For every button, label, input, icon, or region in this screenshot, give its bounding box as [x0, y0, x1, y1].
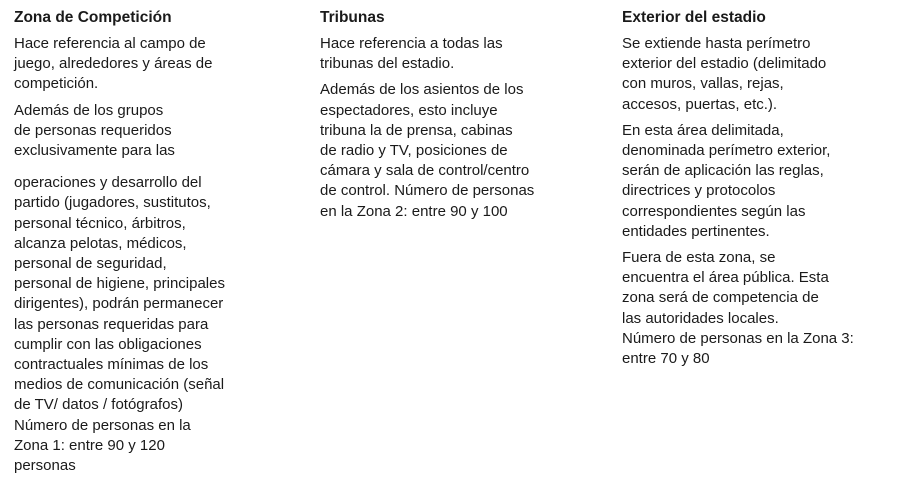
- paragraph: [14, 34, 274, 95]
- text-line: serán de aplicación las reglas,: [622, 162, 824, 180]
- text-line: competición.: [14, 75, 99, 93]
- text-line: operaciones y desarrollo del: [14, 174, 202, 192]
- text-line: zona será de competencia de: [622, 289, 819, 307]
- paragraph: [320, 34, 580, 74]
- text-line: exterior del estadio (delimitado: [622, 55, 827, 73]
- text-line: de radio y TV, posiciones de: [320, 142, 508, 160]
- text-line: dirigentes), podrán permanecer: [14, 295, 224, 313]
- text-line: medios de comunicación (señal: [14, 376, 225, 394]
- text-line: Hace referencia a todas las: [320, 35, 503, 52]
- paragraph: [14, 101, 274, 162]
- text-line: partido (jugadores, sustitutos,: [14, 194, 211, 212]
- text-line: cumplir con las obligaciones: [14, 335, 202, 353]
- text-line: con muros, vallas, rejas,: [622, 75, 784, 93]
- text-line: Fuera de esta zona, se: [622, 249, 776, 267]
- paragraph: [622, 34, 904, 115]
- text-line: Número de personas en la Zona 3:: [622, 329, 854, 347]
- text-line: directrices y protocolos: [622, 182, 776, 200]
- text-line: en la Zona 2: entre 90 y 100: [320, 202, 508, 220]
- text-line: denominada perímetro exterior,: [622, 142, 831, 160]
- text-line: En esta área delimitada,: [622, 121, 784, 139]
- text-line: personal de higiene, principales: [14, 275, 225, 293]
- text-line: juego, alrededores y áreas de: [14, 55, 213, 73]
- text-line: Además de los grupos: [14, 101, 164, 119]
- paragraph: [14, 173, 274, 476]
- text-line: Zona 1: entre 90 y 120: [14, 436, 165, 454]
- text-line: alcanza pelotas, médicos,: [14, 234, 187, 252]
- text-line: Además de los asientos de los: [320, 81, 524, 99]
- text-line: de TV/ datos / fotógrafos): [14, 396, 183, 414]
- text-line: espectadores, esto incluye: [320, 101, 498, 119]
- text-line: personas: [14, 457, 76, 475]
- column-zona-competicion: [14, 8, 274, 482]
- text-line: de personas requeridos: [14, 121, 172, 139]
- text-line: encuentra el área pública. Esta: [622, 269, 829, 287]
- column-exterior-estadio: [622, 8, 904, 375]
- text-line: tribuna la de prensa, cabinas: [320, 121, 513, 139]
- paragraph: [320, 80, 580, 221]
- text-line: Número de personas en la: [14, 416, 191, 434]
- text-line: personal técnico, árbitros,: [14, 214, 186, 232]
- text-line: Hace referencia al campo de: [14, 35, 206, 52]
- paragraph: [622, 121, 904, 242]
- column-heading: Tribunas: [320, 9, 385, 26]
- text-line: cámara y sala de control/centro: [320, 162, 530, 180]
- text-line: las autoridades locales.: [622, 309, 779, 327]
- column-tribunas: [320, 8, 580, 228]
- text-line: entre 70 y 80: [622, 350, 710, 368]
- paragraph: [622, 248, 904, 369]
- text-line: exclusivamente para las: [14, 142, 175, 160]
- text-line: correspondientes según las: [622, 202, 806, 220]
- text-line: contractuales mínimas de los: [14, 356, 209, 374]
- text-line: de control. Número de personas: [320, 182, 535, 200]
- column-heading: Exterior del estadio: [622, 9, 766, 26]
- text-line: tribunas del estadio.: [320, 55, 455, 73]
- text-line: accesos, puertas, etc.).: [622, 95, 778, 113]
- column-heading: Zona de Competición: [14, 9, 172, 26]
- text-line: Se extiende hasta perímetro: [622, 35, 811, 52]
- text-line: las personas requeridas para: [14, 315, 209, 333]
- text-line: entidades pertinentes.: [622, 222, 770, 240]
- text-line: personal de seguridad,: [14, 255, 167, 273]
